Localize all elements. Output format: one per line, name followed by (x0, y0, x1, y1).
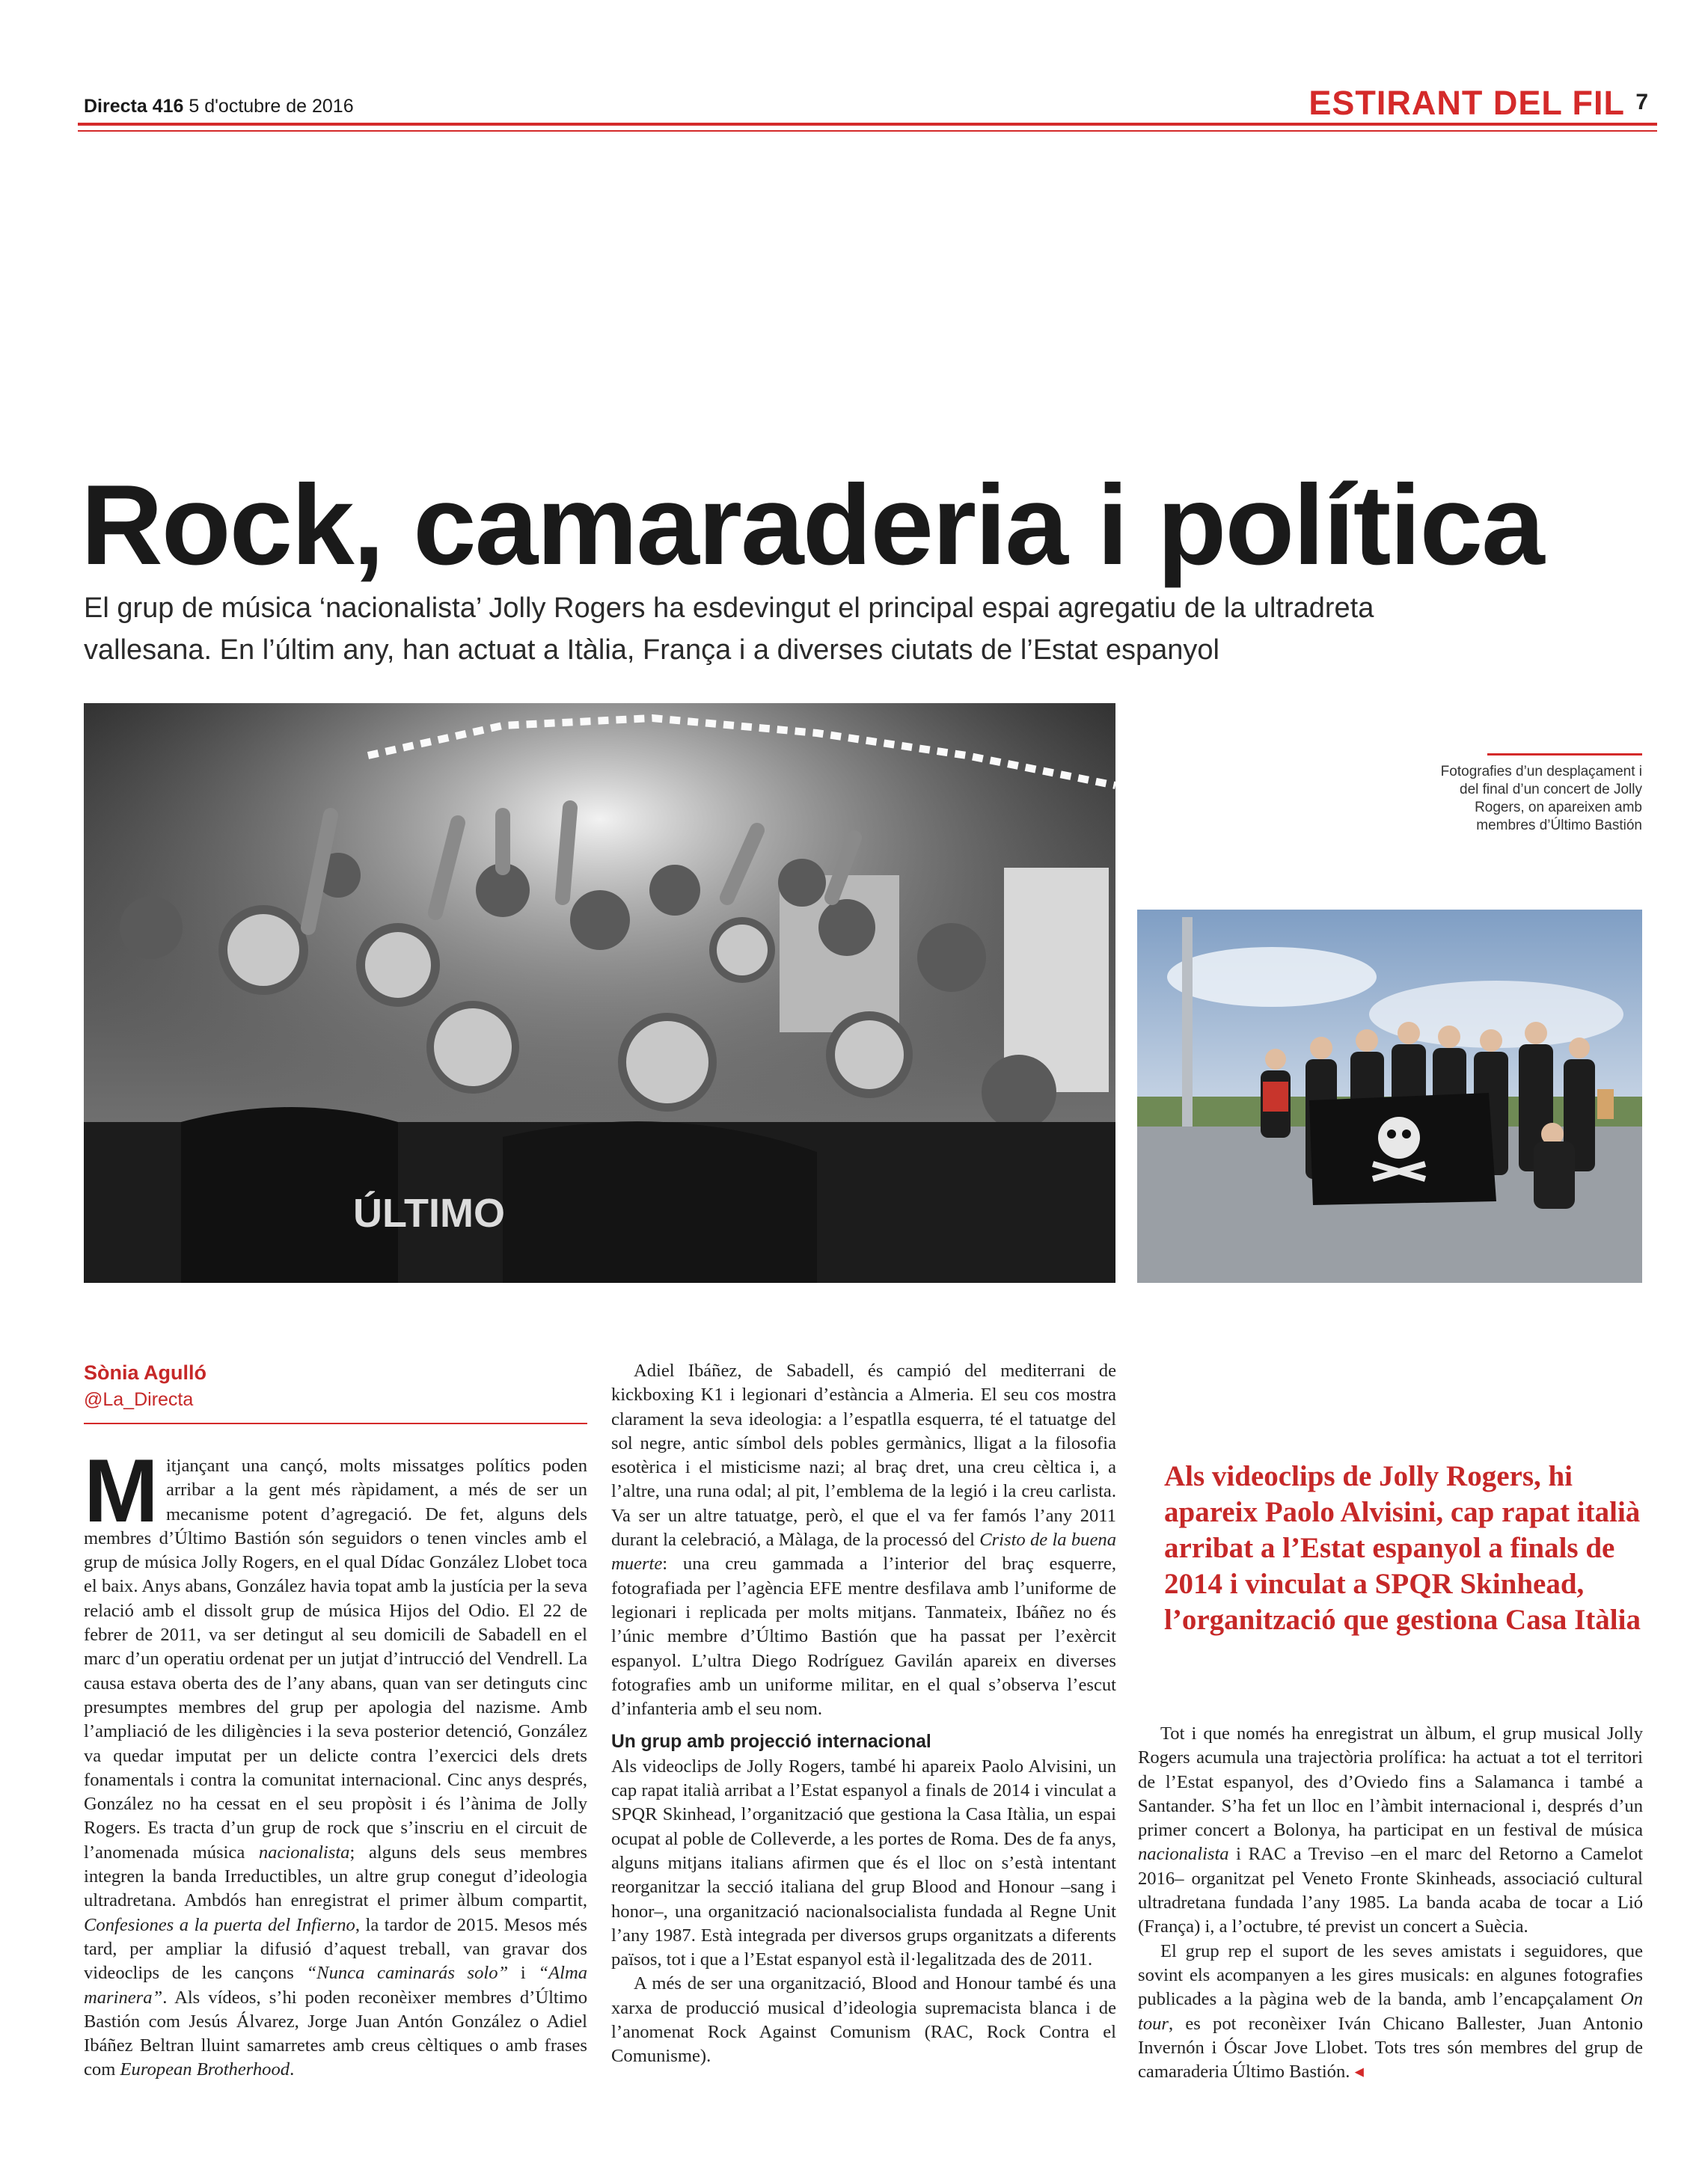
concert-photo-graphic (84, 703, 1115, 1283)
group-photo (1137, 910, 1642, 1283)
publication-name: Directa 416 (84, 96, 184, 117)
text-run: Tot i que només ha enregistrat un àlbum, el grup musical Jolly Rogers acumula una trajectòria prolífica: ha actuat a tot el territori de l’Estat espanyol, des d’Oviedo fins a Salamanca i també a Santander. S’ha fet un lloc en l’àmbit internacional i, després d’un primer concert a Bolonya, ha participat en un festival de música (1138, 1723, 1643, 1841)
emphasis: Confesiones a la puerta del Infierno (84, 1914, 355, 1935)
text-run: El grup rep el suport de les seves amistats i seguidores, que sovint els acompanyen a les gires musicals: en algunes fotografies publicades a la pàgina web de la banda, amb l’encapçalament (1138, 1940, 1643, 2010)
byline (84, 1361, 206, 1411)
byline-rule (84, 1423, 587, 1424)
emphasis: European Brotherhood (120, 2059, 290, 2080)
header-rule-bottom (78, 130, 1657, 132)
author-handle[interactable]: @La_Directa (84, 1389, 194, 1410)
concert-photo (84, 703, 1115, 1283)
page-number: 7 (1635, 90, 1648, 114)
article-subtitle: El grup de música ‘nacionalista’ Jolly Rogers ha esdevingut el principal espai agregatiu de la ultradreta vallesana. En l’últim any, han actuat a Itàlia, França i a diverses ciutats de l’Estat espanyol (84, 592, 1374, 666)
article-title: Rock, camaraderia i política (81, 462, 1543, 589)
paragraph (611, 1359, 1116, 1721)
text-run: itjançant una cançó, molts missatges polítics poden arribar a la gent més ràpidament, a més de ser un mecanisme potent d’agregació. De fet, alguns dels membres d’Último Bastión són seguidors o tenen vincles amb el grup de música Jolly Rogers, en el qual Dídac González Llobet toca el baix. Anys abans, González havia topat amb la justícia per la seva relació amb el dissolt grup de música Hijos del Odio. El 22 de febrer de 2011, va ser detingut al seu domicili de Sabadell en el marc d’un operatiu ordenat per un jutjat d’intrucció del Vendrell. La causa estava oberta des de l’any abans, quan van ser detinguts cinc presumptes membres del grup per apologia del nazisme. Amb l’ampliació de les diligències i la seva posterior detenció, González va quedar imputat per un delicte contra l’exercici dels drets fonamentals i contra la comunitat internacional. Cinc anys després, González no ha cessat en el seu propòsit i és l’ànima de Jolly Rogers. Es tracta d’un grup de rock que s’inscriu en el circuit de l’anomenada música (84, 1456, 587, 1863)
paragraph (1138, 1722, 1643, 1940)
paragraph: A més de ser una organització, Blood and Honour també és una xarxa de producció musical d’ideologia supremacista blanca i de l’anomenat Rock Against Comunism (RAC, Rock Contra el Comunisme). (611, 1973, 1116, 2067)
paragraph (84, 1441, 588, 2083)
pull-quote: Als videoclips de Jolly Rogers, hi apareix Paolo Alvisini, cap rapat italià arribat a l’Estat espanyol a finals de 2014 i vinculat a SPQR Skinhead, l’organització que gestiona Casa Itàlia (1164, 1460, 1641, 1636)
text-run: ; alguns dels seus membres integren la banda Irreductibles, un altre grup conegut d’ideologia ultradretana. Ambdós han enregistrat el primer àlbum compartit, (84, 1842, 587, 1911)
paragraph: Als videoclips de Jolly Rogers, també hi apareix Paolo Alvisini, un cap rapat italià arribat a l’Estat espanyol a finals de 2014 i vinculat a SPQR Skinhead, l’organització que gestiona la Casa Itàlia, un espai ocupat al poble de Colleverde, a les portes de Roma. Des de fa anys, alguns mitjans italians afirmen que és el lloc on s’està intentant reorganitzar la secció italiana del grup Blood and Honour –sang i honor–, una organització nacionalsocialista fundada al Regne Unit l’any 1987. Està integrada per diversos grups organitzats a diferents països, tot i que a l’Estat espanyol està il·legalitzada des de 2011. (611, 1756, 1116, 1970)
photo-caption: Fotografies d’un desplaçament i del final d’un concert de Jolly Rogers, on apareixen amb membres d’Último Bastión (1440, 764, 1642, 833)
issue-info (84, 96, 354, 117)
emphasis: “Alma marinera” (84, 1963, 587, 2008)
emphasis: nacionalista (1138, 1844, 1229, 1865)
text-run: . Als vídeos, s’hi poden reconèixer membres d’Último Bastión com Jesús Álvarez, Jorge Juan Antón González o Adiel Ibáñez Beltran lluint samarretes amb creus cèltiques o amb frases com (84, 1987, 587, 2080)
drop-cap: M (84, 1441, 159, 1541)
caption-rule (1487, 753, 1642, 756)
text-run: . (290, 2059, 295, 2080)
end-mark-icon: ◂ (1354, 2062, 1364, 2083)
body-column-1 (84, 1441, 588, 2083)
author-name: Sònia Agulló (84, 1361, 206, 1384)
emphasis: Cristo de la buena muerte (611, 1530, 1116, 1575)
group-photo-graphic (1137, 910, 1642, 1283)
text-run: i (508, 1963, 539, 1984)
emphasis: nacionalista (258, 1842, 350, 1863)
text-run: Adiel Ibáñez, de Sabadell, és campió del mediterrani de kickboxing K1 i legionari d’estància a Almeria. El seu cos mostra clarament la seva ideologia: a l’espatlla esquerra, té el tatuatge del sol negre, antic símbol dels pobles germànics, lligat a la filosofia esotèrica i el misticisme nazi; al braç dret, una creu cèltica i, a l’altre, una runa odal; al pit, l’emblema de la legió i la creu carlista. Va ser un altre tatuatge, però, el que el va fer famós l’any 2011 durant la celebració, a Màlaga, de la processó del (611, 1361, 1116, 1551)
header-rule-top (78, 123, 1657, 126)
text-run: , la tardor de 2015. Mesos més tard, per ampliar la difusió d’aquest treball, van gravar dos videoclips de les cançons (84, 1914, 588, 1984)
section-title: ESTIRANT DEL FIL (1308, 84, 1625, 122)
emphasis: On tour (1138, 1989, 1643, 2034)
issue-date: 5 d'octubre de 2016 (189, 96, 354, 117)
paragraph (1138, 1940, 1643, 2085)
body-column-2 (611, 1359, 1116, 2069)
body-column-3 (1138, 1722, 1643, 2084)
emphasis: “Nunca caminarás solo” (306, 1963, 509, 1984)
shirt-logo: ÚLTIMO (353, 1191, 505, 1236)
subheading: Un grup amb projecció internacional (611, 1732, 931, 1753)
text-run: : una creu gammada a l’interior del braç esquerre, fotografiada per l’agència EFE mentre desfilava amb l’uniforme de legionari i replicada per molts mitjans. Tanmateix, Ibáñez no és l’únic membre d’Último Bastión que ha passat per l’exèrcit espanyol. L’ultra Diego Rodríguez Gavilán apareix en diverses fotografies amb un uniforme militar, en el qual s’observa l’escut d’infanteria amb el seu nom. (611, 1554, 1116, 1720)
text-run: i RAC a Treviso –en el marc del Retorno a Camelot 2016– organitzat pel Veneto Fronte Skinheads, associació cultural ultradretana fundada l’any 1985. La banda acaba de tocar a Lió (França) i, a l’octubre, té previst un concert a Suècia. (1138, 1844, 1643, 1937)
text-run: , es pot reconèixer Iván Chicano Ballester, Juan Antonio Invernón i Óscar Jove Llobet. Tots tres són membres del grup de camaraderia Último Bastión. (1138, 2013, 1643, 2083)
